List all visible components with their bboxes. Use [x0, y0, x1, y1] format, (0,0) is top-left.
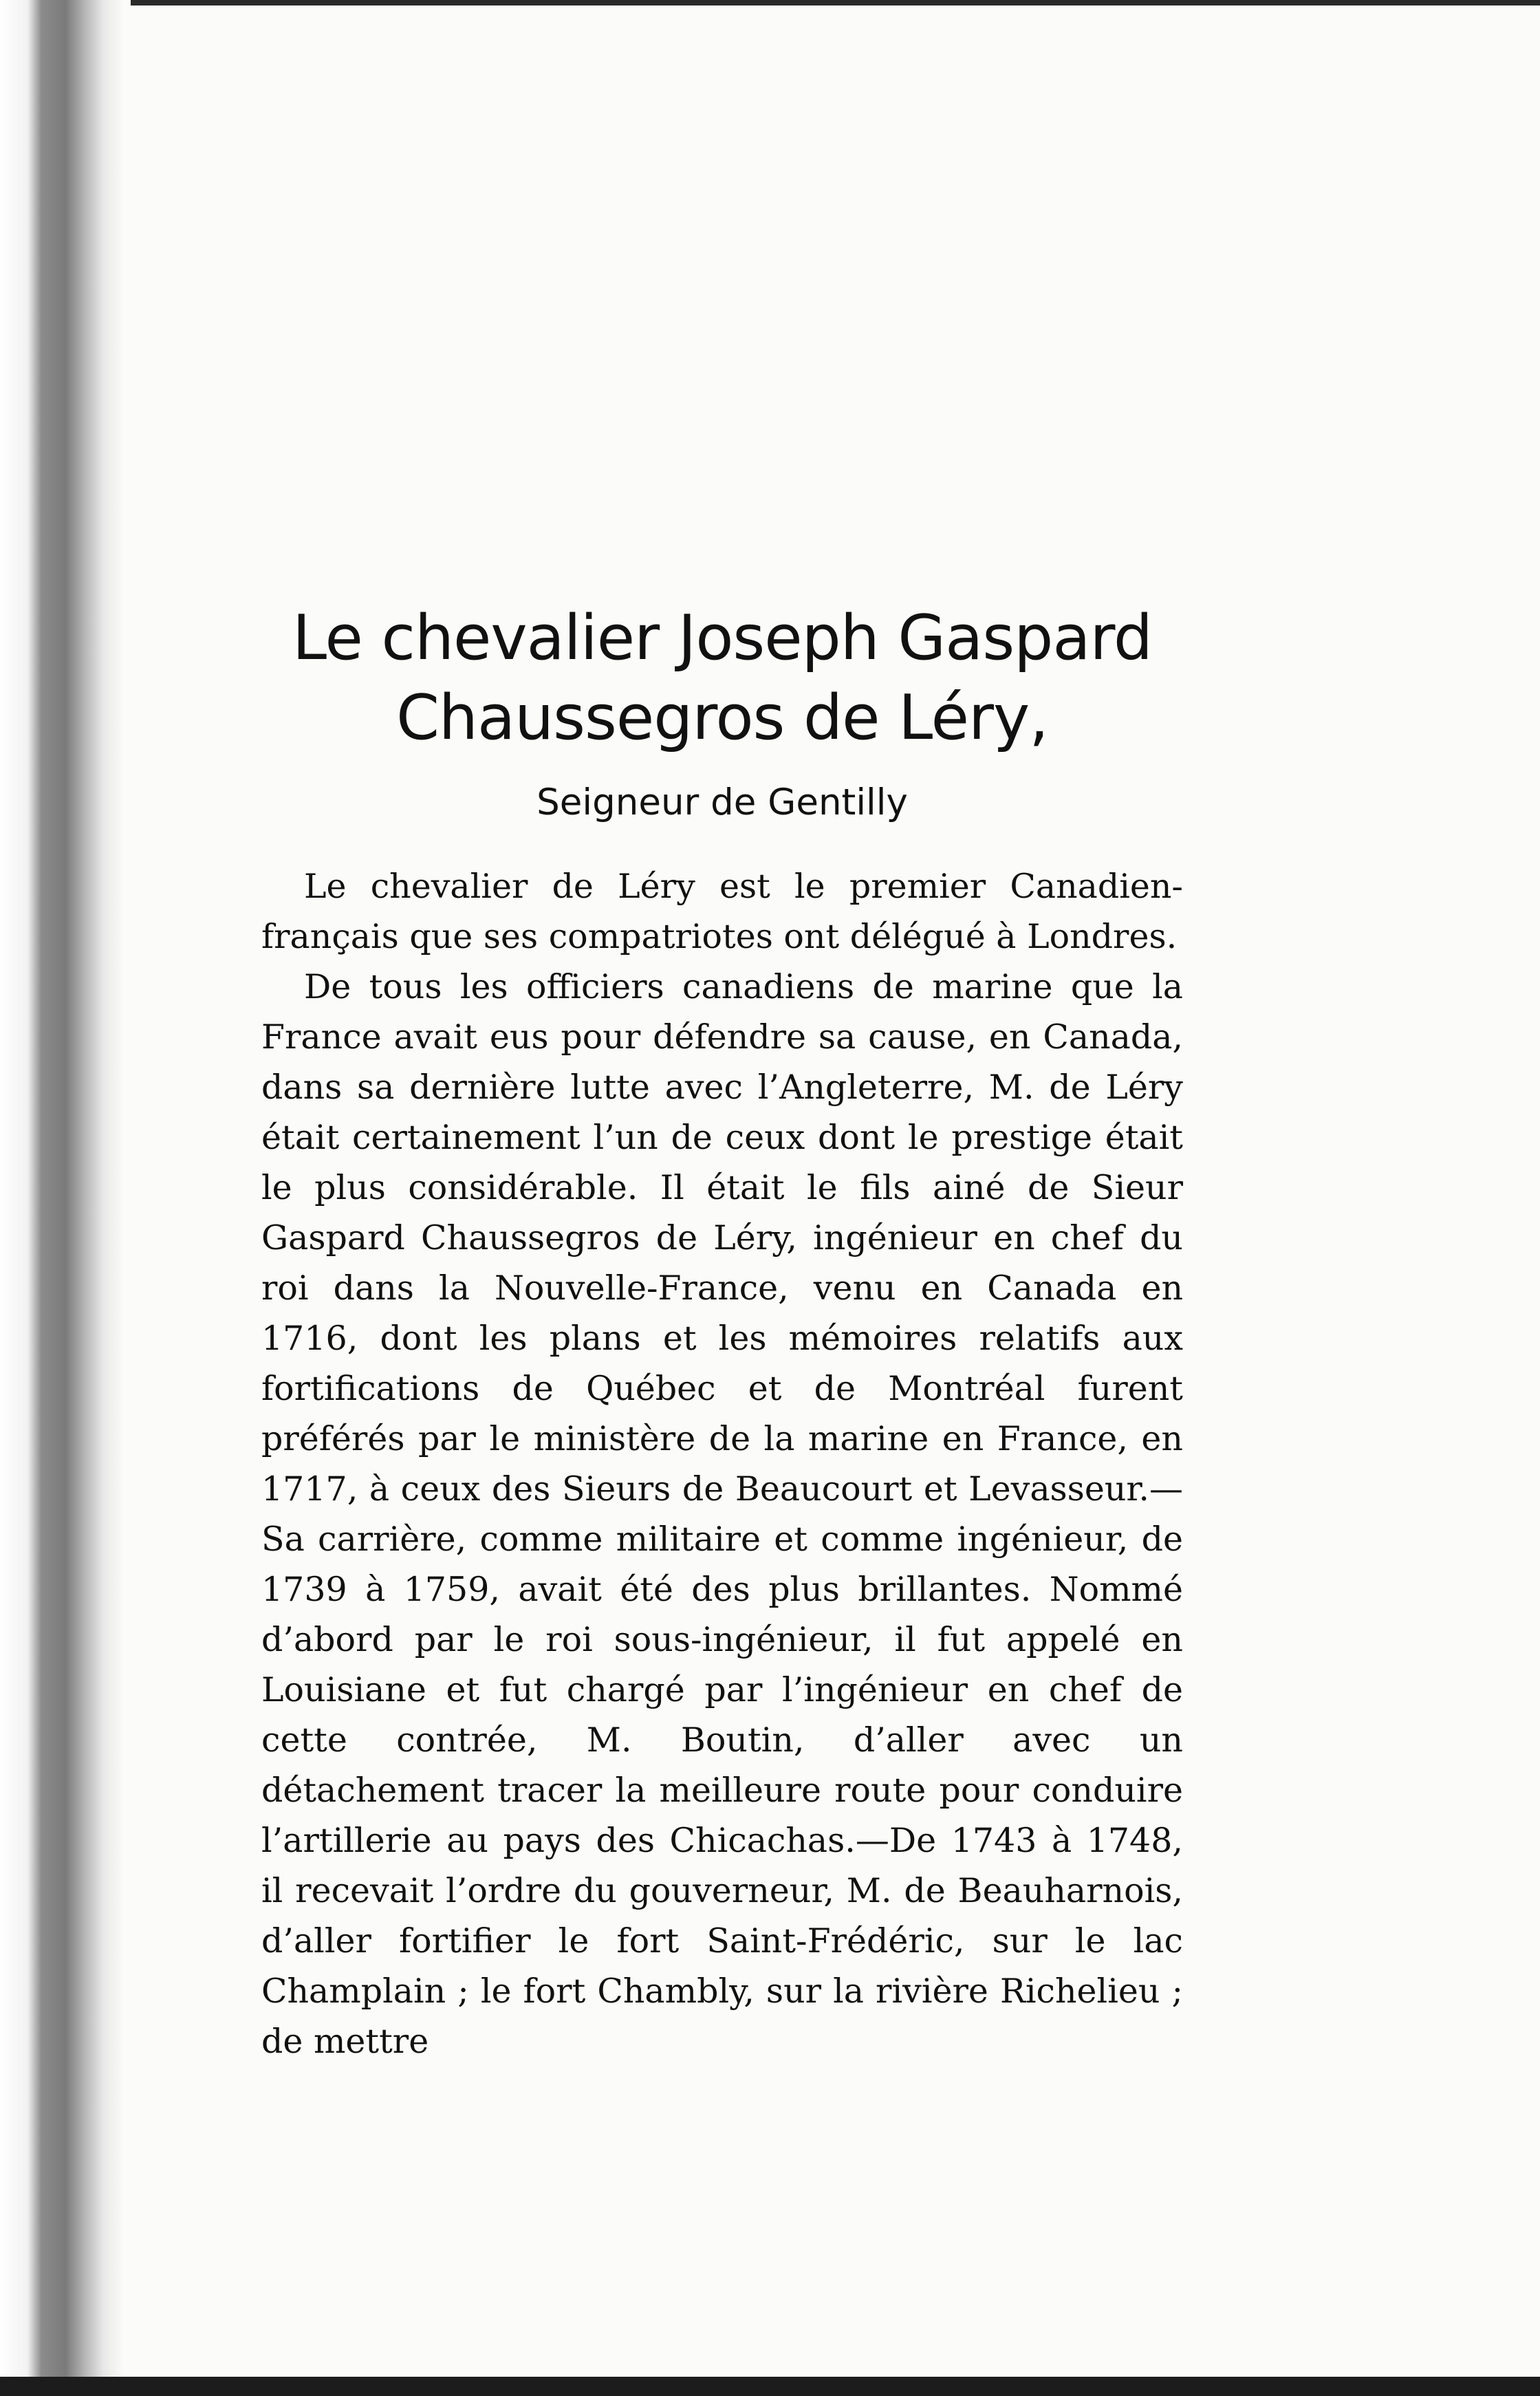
chapter-title-line-1: Le chevalier Joseph Gaspard — [292, 602, 1153, 674]
chapter-title — [261, 598, 1183, 758]
body-text — [261, 861, 1183, 2066]
page-content — [261, 598, 1183, 2066]
scan-top-border — [0, 0, 1540, 6]
binding-gutter-shadow — [0, 0, 131, 2396]
paragraph-2: De tous les officiers canadiens de marine que la France avait eus pour défendre sa cause, en Canada, dans sa dernière lutte avec l’Angleterre, M. de Léry était certainement l’un de ceux dont le prestige était le plus considérable. Il était le fils ainé de Sieur Gaspard Chaussegros de Léry, ingénieur en chef du roi dans la Nouvelle-France, venu en Canada en 1716, dont les plans et les mémoires relatifs aux fortifications de Québec et de Montréal furent préférés par le ministère de la marine en France, en 1717, à ceux des Sieurs de Beaucourt et Levasseur.—Sa carrière, comme militaire et comme ingénieur, de 1739 à 1759, avait été des plus brillantes. Nommé d’abord par le roi sous-ingénieur, il fut appelé en Louisiane et fut chargé par l’ingénieur en chef de cette contrée, M. Boutin, d’aller avec un détachement tracer la meilleure route pour conduire l’artillerie au pays des Chicachas.—De 1743 à 1748, il recevait l’ordre du gouverneur, M. de Beauharnois, d’aller fortifier le fort Saint-Frédéric, sur le lac Champlain ; le fort Chambly, sur la rivière Richelieu ; de mettre — [261, 967, 1183, 2061]
paragraph-1: Le chevalier de Léry est le premier Canadien-français que ses compatriotes ont délégué à Londres. — [261, 867, 1183, 956]
scan-bottom-border — [0, 2377, 1540, 2396]
chapter-subtitle: Seigneur de Gentilly — [536, 781, 908, 823]
chapter-title-line-2: Chaussegros de Léry, — [396, 682, 1048, 754]
